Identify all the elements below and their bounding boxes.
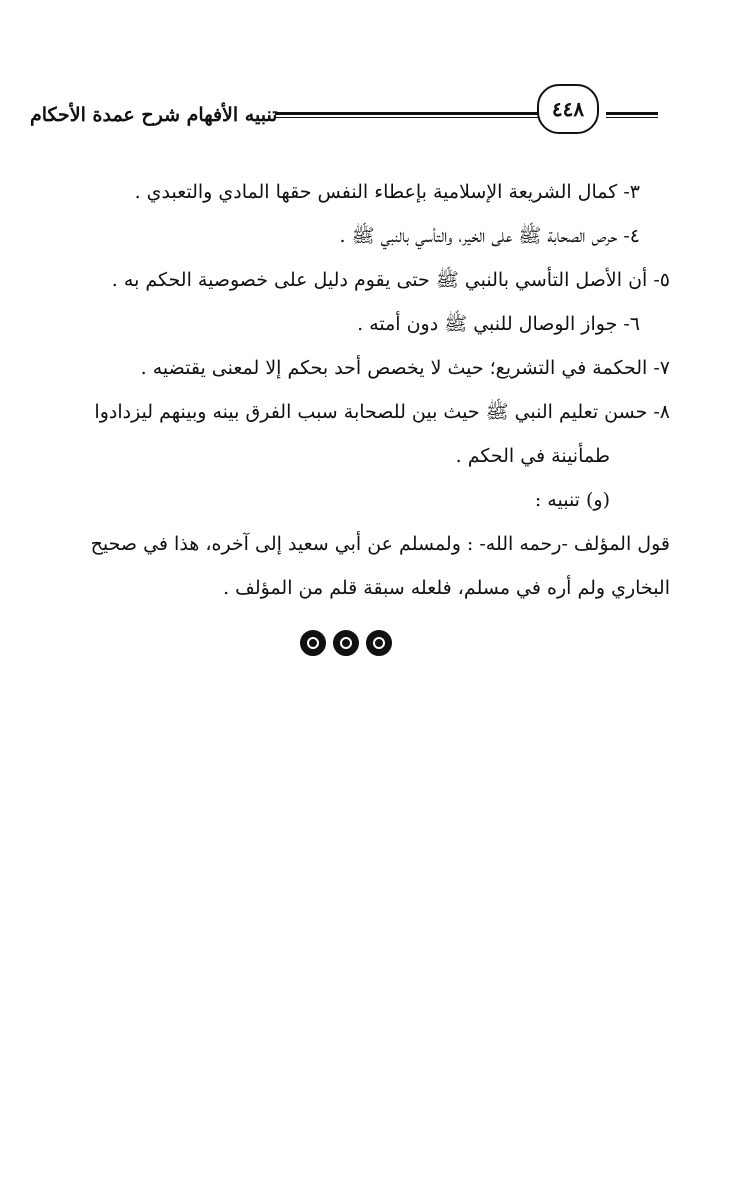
page-header <box>30 82 655 138</box>
list-item-5: ٥- أن الأصل التأسي بالنبي ﷺ حتى يقوم دليل على خصوصية الحكم به . <box>111 269 670 291</box>
list-item-4: ٤- حرص الصحابة ﷺ على الخير، والتأسي بالنبي ﷺ . <box>339 225 640 247</box>
list-item-8: ٨- حسن تعليم النبي ﷺ حيث بين للصحابة سبب الفرق بينه وبينهم ليزدادوا <box>94 401 670 423</box>
list-item-7: ٧- الحكمة في التشريع؛ حيث لا يخصص أحد بحكم إلا لمعنى يقتضيه . <box>140 357 670 379</box>
note-heading: (و) تنبيه : <box>534 489 610 511</box>
list-item-6: ٦- جواز الوصال للنبي ﷺ دون أمته . <box>357 313 640 335</box>
page-number: ٤٤٨ <box>551 97 585 121</box>
list-item-8-continued: طمأنينة في الحكم . <box>455 445 610 467</box>
book-title: تنبيه الأفهام شرح عمدة الأحكام <box>30 104 278 126</box>
page-number-frame <box>537 84 599 134</box>
note-line: البخاري ولم أره في مسلم، فلعله سبقة قلم من المؤلف . <box>223 577 670 599</box>
list-item-3: ٣- كمال الشريعة الإسلامية بإعطاء النفس حقها المادي والتعبدي . <box>134 181 640 203</box>
three-flower-ornament-icon <box>296 628 396 658</box>
header-rule-short <box>606 112 658 115</box>
note-line: قول المؤلف -رحمه الله- : ولمسلم عن أبي سعيد إلى آخره، هذا في صحيح <box>90 533 670 555</box>
header-rule <box>275 112 557 115</box>
